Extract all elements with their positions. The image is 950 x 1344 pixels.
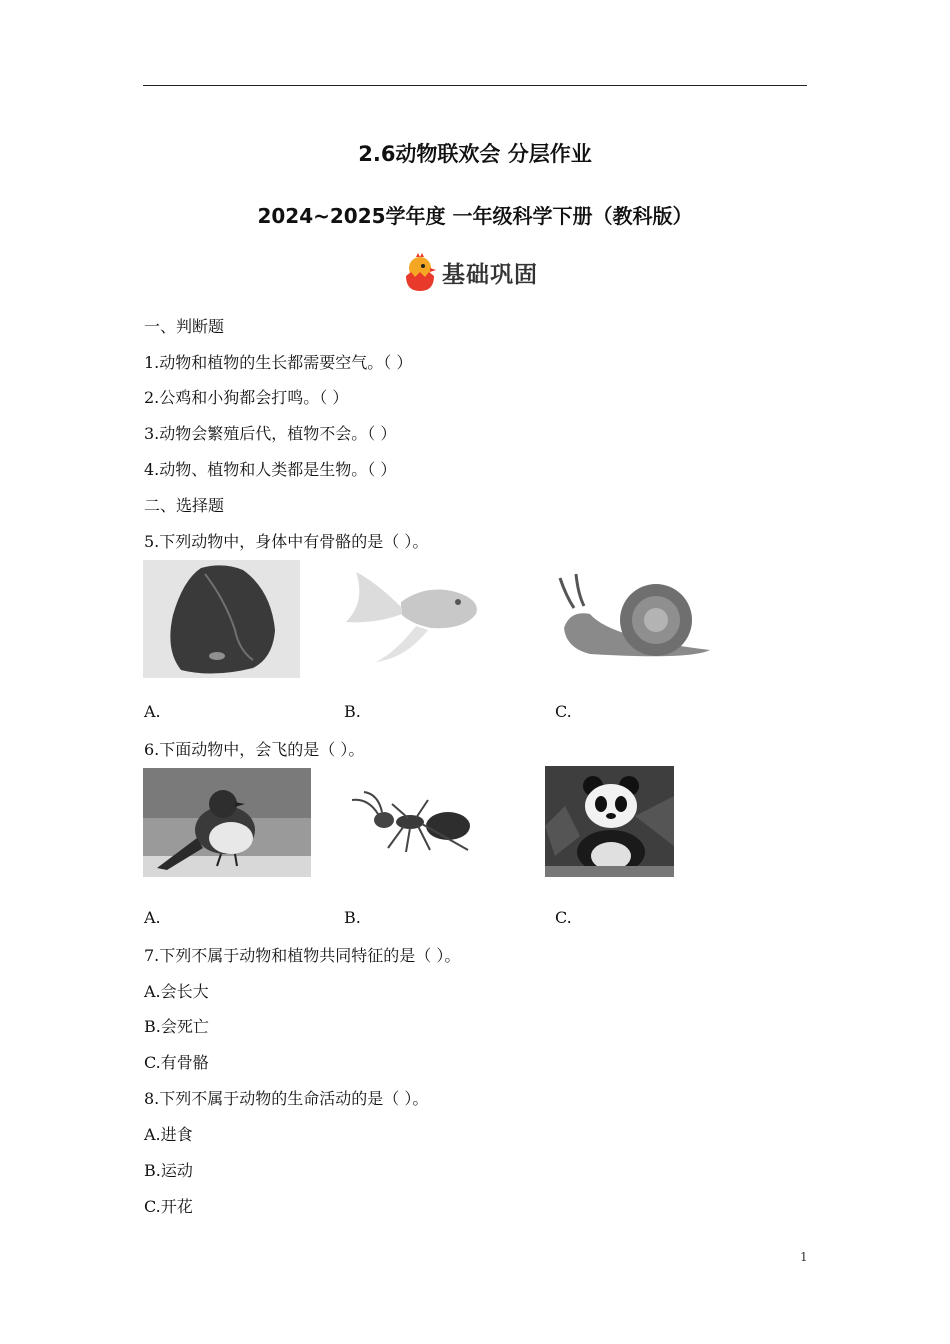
question-5-option-a: A.	[144, 702, 161, 721]
badge-label: 基础巩固	[442, 261, 538, 288]
section-heading-judgement: 一、判断题	[144, 317, 225, 336]
question-6-option-a: A.	[144, 908, 161, 927]
question-8-stem: 8.下列不属于动物的生命活动的是（ ）。	[144, 1089, 429, 1108]
question-8-option-b: B.运动	[144, 1161, 193, 1180]
header-rule	[143, 85, 807, 86]
question-6-option-b: B.	[344, 908, 361, 927]
chick-egg-icon	[402, 252, 438, 292]
question-5-stem: 5.下列动物中，身体中有骨骼的是（ ）。	[144, 532, 429, 551]
question-5-option-c: C.	[555, 702, 572, 721]
question-7-option-a: A.会长大	[144, 982, 209, 1001]
question-5-option-b: B.	[344, 702, 361, 721]
page-number: 1	[800, 1250, 808, 1264]
mussel-image	[143, 560, 300, 678]
question-7-option-b: B.会死亡	[144, 1017, 209, 1036]
panda-image	[545, 766, 674, 877]
question-4: 4.动物、植物和人类都是生物。（ ）	[144, 460, 397, 479]
section-heading-choice: 二、选择题	[144, 496, 225, 515]
question-6-stem: 6.下面动物中，会飞的是（ ）。	[144, 740, 365, 759]
ant-image	[348, 790, 488, 863]
snail-image	[550, 568, 712, 663]
question-8-option-a: A.进食	[144, 1125, 193, 1144]
question-7-option-c: C.有骨骼	[144, 1053, 209, 1072]
worksheet-title: 2.6动物联欢会 分层作业	[358, 142, 592, 166]
question-7-stem: 7.下列不属于动物和植物共同特征的是（ ）。	[144, 946, 461, 965]
question-1: 1.动物和植物的生长都需要空气。（ ）	[144, 353, 413, 372]
bird-image	[143, 768, 311, 877]
worksheet-subtitle: 2024~2025学年度 一年级科学下册（教科版）	[257, 204, 693, 228]
question-2: 2.公鸡和小狗都会打鸣。（ ）	[144, 388, 349, 407]
question-3: 3.动物会繁殖后代，植物不会。（ ）	[144, 424, 397, 443]
question-8-option-c: C.开花	[144, 1197, 193, 1216]
question-6-option-c: C.	[555, 908, 572, 927]
goldfish-image	[336, 562, 486, 668]
section-badge	[402, 252, 538, 292]
